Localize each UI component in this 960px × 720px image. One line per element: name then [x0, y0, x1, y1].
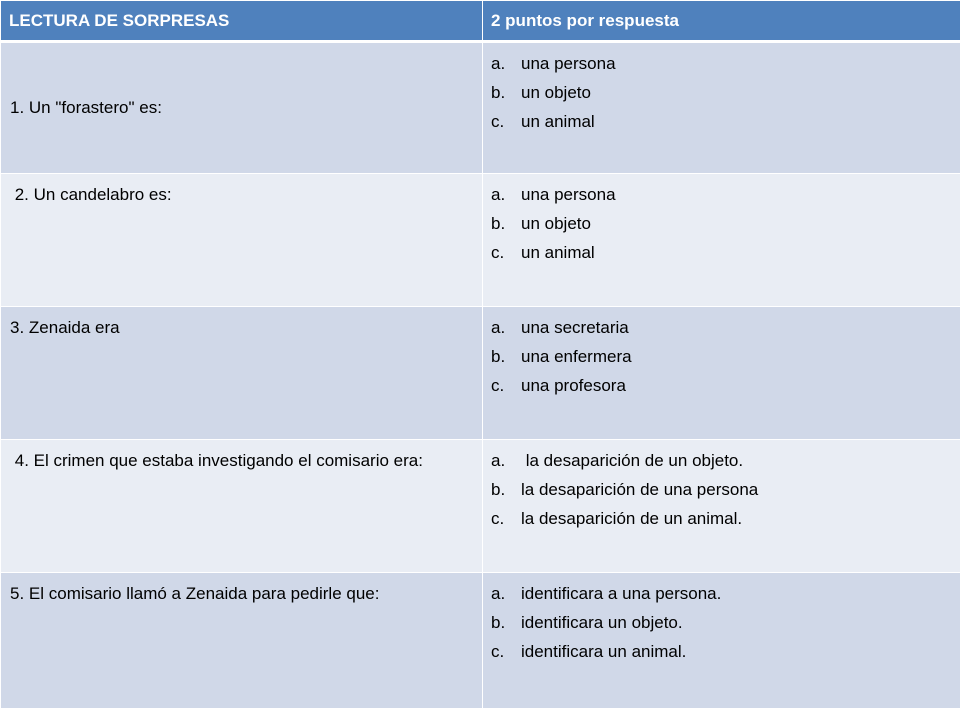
table-row: [1, 573, 960, 709]
answer-cell: [483, 573, 960, 709]
option-item: [491, 637, 960, 666]
option-item: [491, 608, 960, 637]
option-item: [491, 238, 960, 267]
option-item: [491, 504, 960, 533]
option-item: [491, 446, 960, 475]
option-letter: b.: [491, 214, 506, 233]
option-letter: a.: [491, 318, 506, 337]
option-text: la desaparición de un objeto.: [521, 451, 744, 470]
option-letter: c.: [491, 112, 505, 131]
answer-cell: [483, 174, 960, 307]
question-text: 1. Un "forastero" es:: [1, 42, 483, 174]
option-text: un objeto: [521, 83, 591, 102]
question-text: 2. Un candelabro es:: [1, 174, 483, 307]
option-item: [491, 342, 960, 371]
option-letter: a.: [491, 54, 506, 73]
table-row: [1, 174, 960, 307]
table-row: [1, 307, 960, 440]
option-letter: c.: [491, 376, 505, 395]
option-item: [491, 209, 960, 238]
option-item: [491, 475, 960, 504]
answer-cell: [483, 440, 960, 573]
option-item: [491, 107, 960, 136]
question-text: 4. El crimen que estaba investigando el comisario era:: [1, 440, 483, 573]
option-letter: a.: [491, 584, 506, 603]
option-item: [491, 313, 960, 342]
option-text: una enfermera: [521, 347, 632, 366]
option-text: un animal: [521, 243, 595, 262]
header-points: 2 puntos por respuesta: [483, 1, 960, 42]
option-item: [491, 49, 960, 78]
option-item: [491, 371, 960, 400]
option-text: una secretaria: [521, 318, 629, 337]
option-letter: b.: [491, 347, 506, 366]
option-letter: a.: [491, 185, 506, 204]
option-letter: c.: [491, 642, 505, 661]
question-text: 3. Zenaida era: [1, 307, 483, 440]
option-letter: c.: [491, 243, 505, 262]
option-item: [491, 579, 960, 608]
options-list: [483, 573, 960, 666]
option-letter: c.: [491, 509, 505, 528]
option-text: un objeto: [521, 214, 591, 233]
table-row: [1, 42, 960, 174]
option-letter: b.: [491, 613, 506, 632]
header-title: LECTURA DE SORPRESAS: [1, 1, 483, 42]
option-text: identificara a una persona.: [521, 584, 722, 603]
option-text: la desaparición de un animal.: [521, 509, 743, 528]
option-item: [491, 180, 960, 209]
option-letter: b.: [491, 83, 506, 102]
table-header-row: [1, 1, 960, 42]
option-item: [491, 78, 960, 107]
option-text: identificara un animal.: [521, 642, 687, 661]
options-list: [483, 43, 960, 136]
answer-cell: [483, 42, 960, 174]
option-text: la desaparición de una persona: [521, 480, 759, 499]
option-text: un animal: [521, 112, 595, 131]
option-text: identificara un objeto.: [521, 613, 683, 632]
options-list: [483, 307, 960, 400]
option-text: una persona: [521, 54, 616, 73]
question-text: 5. El comisario llamó a Zenaida para pedirle que:: [1, 573, 483, 709]
option-letter: b.: [491, 480, 506, 499]
option-text: una persona: [521, 185, 616, 204]
table-row: [1, 440, 960, 573]
answer-cell: [483, 307, 960, 440]
option-letter: a.: [491, 451, 506, 470]
option-text: una profesora: [521, 376, 626, 395]
options-list: [483, 440, 960, 533]
options-list: [483, 174, 960, 267]
